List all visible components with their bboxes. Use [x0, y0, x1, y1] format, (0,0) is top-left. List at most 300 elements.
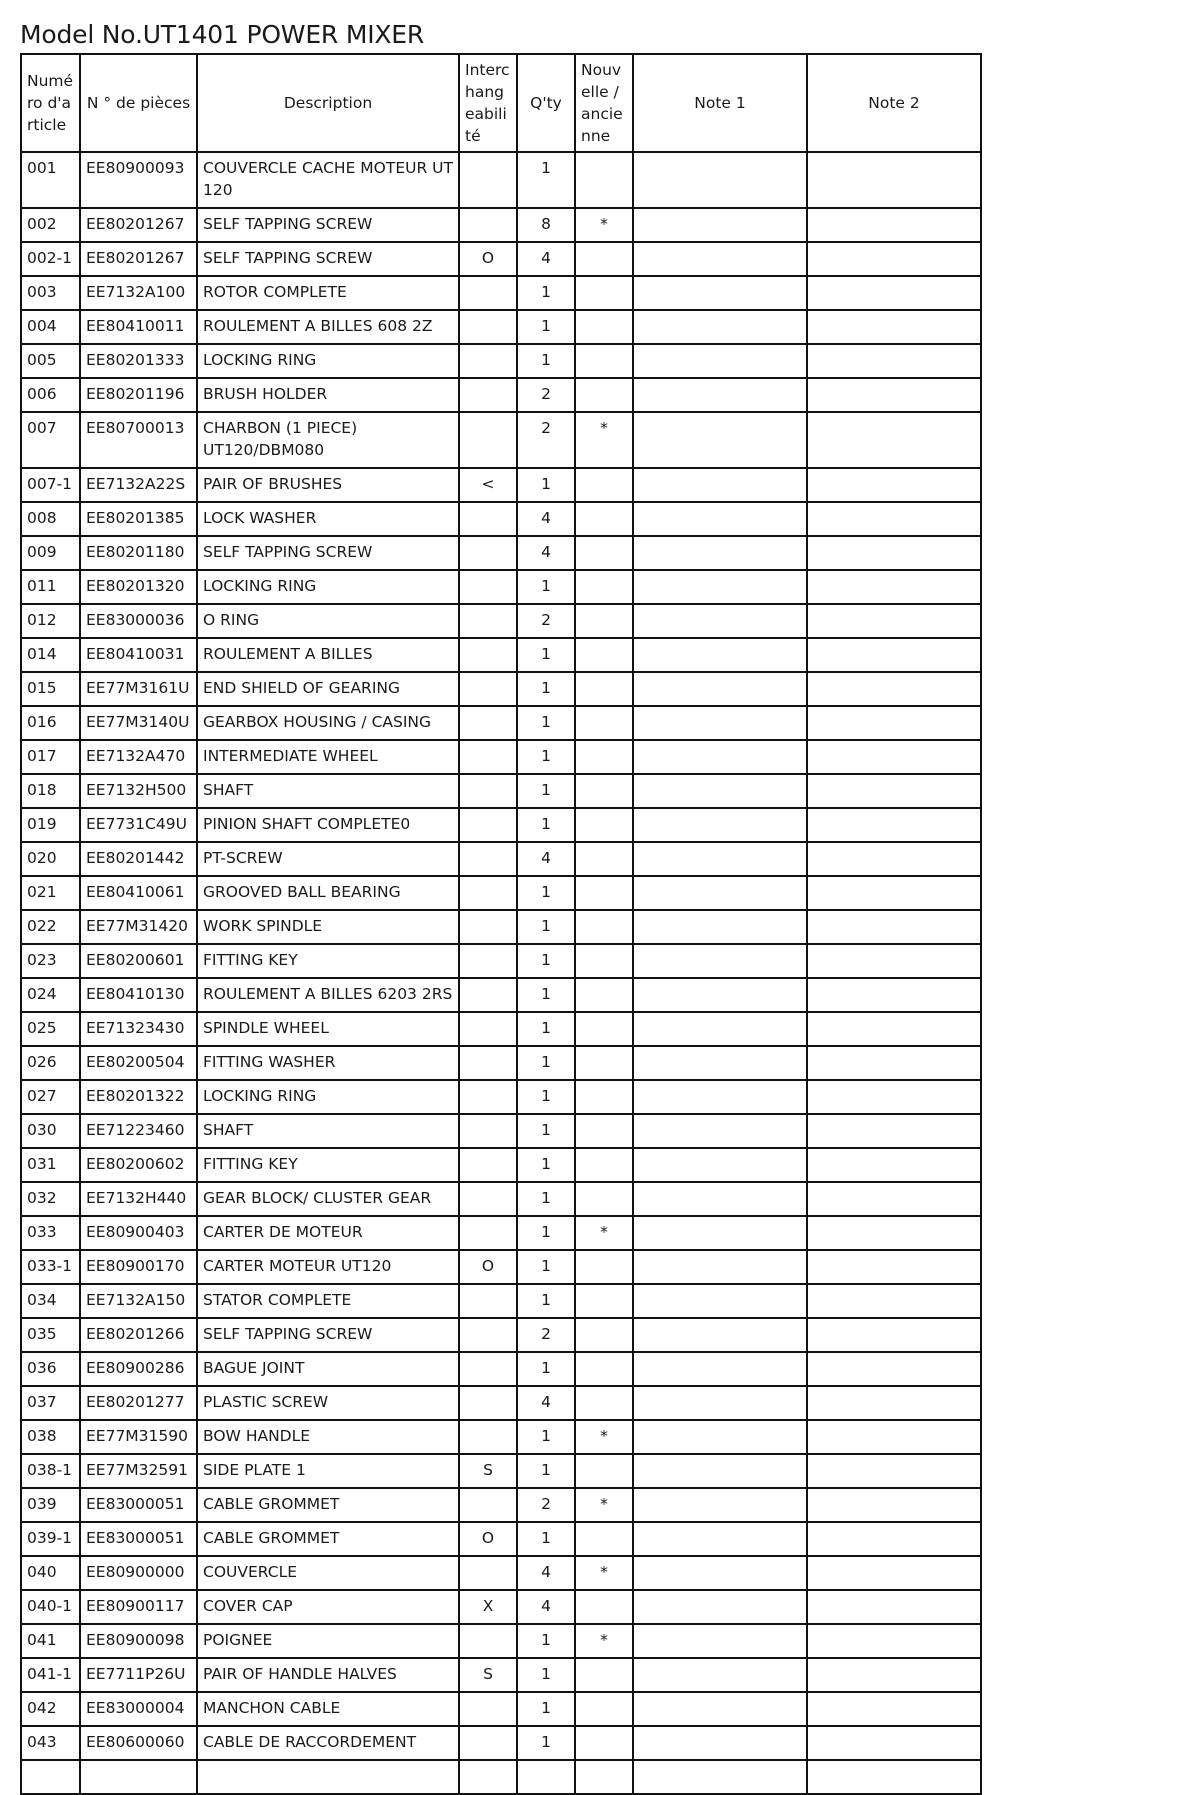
cell-note-2	[807, 978, 981, 1012]
cell-description: LOCKING RING	[197, 344, 459, 378]
cell-part-number: EE80201385	[80, 502, 197, 536]
cell-part-number: EE80900286	[80, 1352, 197, 1386]
cell-note-2	[807, 1012, 981, 1046]
cell-note-1	[633, 1182, 807, 1216]
cell-quantity: 4	[517, 242, 575, 276]
table-row	[21, 502, 981, 536]
cell-quantity: 2	[517, 1318, 575, 1352]
cell-quantity: 1	[517, 1182, 575, 1216]
cell-quantity: 2	[517, 378, 575, 412]
cell-note-1	[633, 276, 807, 310]
cell-interchangeability	[459, 208, 517, 242]
cell-new-old	[575, 910, 633, 944]
cell-part-number: EE83000051	[80, 1522, 197, 1556]
cell-new-old	[575, 1182, 633, 1216]
cell-new-old	[575, 1760, 633, 1794]
cell-interchangeability	[459, 412, 517, 468]
cell-note-2	[807, 1726, 981, 1760]
cell-note-1	[633, 152, 807, 208]
cell-description: ROULEMENT A BILLES 608 2Z	[197, 310, 459, 344]
cell-note-2	[807, 1386, 981, 1420]
cell-part-number: EE7731C49U	[80, 808, 197, 842]
cell-new-old	[575, 310, 633, 344]
cell-quantity: 1	[517, 1148, 575, 1182]
cell-quantity: 1	[517, 1420, 575, 1454]
cell-quantity: 1	[517, 1046, 575, 1080]
cell-interchangeability	[459, 672, 517, 706]
cell-part-number: EE80201180	[80, 536, 197, 570]
table-row	[21, 468, 981, 502]
cell-item-number: 025	[21, 1012, 80, 1046]
cell-note-2	[807, 1692, 981, 1726]
cell-interchangeability	[459, 740, 517, 774]
cell-note-2	[807, 344, 981, 378]
cell-part-number: EE80410130	[80, 978, 197, 1012]
cell-part-number: EE80900098	[80, 1624, 197, 1658]
cell-interchangeability	[459, 1488, 517, 1522]
cell-note-2	[807, 604, 981, 638]
cell-note-2	[807, 944, 981, 978]
cell-quantity: 1	[517, 740, 575, 774]
cell-item-number	[21, 1760, 80, 1794]
cell-part-number: EE80201196	[80, 378, 197, 412]
cell-item-number: 015	[21, 672, 80, 706]
cell-part-number: EE80201442	[80, 842, 197, 876]
cell-part-number: EE7132A470	[80, 740, 197, 774]
cell-description: CARTER DE MOTEUR	[197, 1216, 459, 1250]
table-row	[21, 276, 981, 310]
cell-item-number: 036	[21, 1352, 80, 1386]
table-row	[21, 1522, 981, 1556]
cell-quantity: 4	[517, 502, 575, 536]
cell-part-number: EE80201267	[80, 242, 197, 276]
cell-interchangeability	[459, 1046, 517, 1080]
cell-item-number: 033-1	[21, 1250, 80, 1284]
cell-description: SELF TAPPING SCREW	[197, 242, 459, 276]
cell-note-2	[807, 774, 981, 808]
cell-interchangeability	[459, 1114, 517, 1148]
cell-part-number: EE7132A22S	[80, 468, 197, 502]
cell-note-1	[633, 706, 807, 740]
cell-interchangeability	[459, 1386, 517, 1420]
table-row	[21, 1318, 981, 1352]
cell-item-number: 022	[21, 910, 80, 944]
table-row	[21, 1352, 981, 1386]
cell-note-1	[633, 672, 807, 706]
cell-part-number: EE83000004	[80, 1692, 197, 1726]
cell-interchangeability	[459, 1556, 517, 1590]
cell-interchangeability	[459, 1012, 517, 1046]
cell-note-2	[807, 1250, 981, 1284]
cell-note-1	[633, 1624, 807, 1658]
cell-note-1	[633, 740, 807, 774]
cell-item-number: 034	[21, 1284, 80, 1318]
cell-new-old	[575, 344, 633, 378]
cell-item-number: 035	[21, 1318, 80, 1352]
cell-quantity: 1	[517, 1114, 575, 1148]
cell-note-1	[633, 1522, 807, 1556]
cell-part-number: EE80201320	[80, 570, 197, 604]
cell-note-1	[633, 1454, 807, 1488]
cell-note-1	[633, 910, 807, 944]
cell-part-number: EE83000036	[80, 604, 197, 638]
cell-new-old	[575, 378, 633, 412]
cell-interchangeability	[459, 978, 517, 1012]
cell-note-2	[807, 1760, 981, 1794]
cell-new-old: *	[575, 1624, 633, 1658]
cell-item-number: 023	[21, 944, 80, 978]
cell-interchangeability	[459, 1352, 517, 1386]
cell-quantity: 1	[517, 706, 575, 740]
cell-description: ROULEMENT A BILLES	[197, 638, 459, 672]
table-row	[21, 808, 981, 842]
cell-part-number: EE71223460	[80, 1114, 197, 1148]
header-new-old: Nouvelle / ancienne	[575, 54, 633, 152]
cell-quantity: 1	[517, 468, 575, 502]
cell-note-1	[633, 536, 807, 570]
cell-description: LOCKING RING	[197, 570, 459, 604]
cell-part-number: EE7132A150	[80, 1284, 197, 1318]
cell-description: PLASTIC SCREW	[197, 1386, 459, 1420]
cell-part-number: EE7711P26U	[80, 1658, 197, 1692]
table-row	[21, 152, 981, 208]
header-description: Description	[197, 54, 459, 152]
cell-note-2	[807, 1148, 981, 1182]
cell-note-2	[807, 1216, 981, 1250]
header-note-2: Note 2	[807, 54, 981, 152]
cell-note-2	[807, 1522, 981, 1556]
cell-item-number: 016	[21, 706, 80, 740]
cell-new-old	[575, 1114, 633, 1148]
table-row	[21, 604, 981, 638]
table-row	[21, 1454, 981, 1488]
cell-interchangeability	[459, 808, 517, 842]
cell-note-1	[633, 1250, 807, 1284]
cell-new-old	[575, 1386, 633, 1420]
cell-interchangeability	[459, 1420, 517, 1454]
cell-note-2	[807, 1624, 981, 1658]
cell-item-number: 009	[21, 536, 80, 570]
cell-new-old	[575, 1046, 633, 1080]
cell-quantity: 1	[517, 1454, 575, 1488]
table-row	[21, 910, 981, 944]
table-row	[21, 1556, 981, 1590]
cell-description: END SHIELD OF GEARING	[197, 672, 459, 706]
cell-item-number: 005	[21, 344, 80, 378]
cell-description: SHAFT	[197, 774, 459, 808]
cell-note-1	[633, 944, 807, 978]
cell-note-1	[633, 1114, 807, 1148]
cell-interchangeability	[459, 1148, 517, 1182]
cell-quantity: 4	[517, 842, 575, 876]
cell-item-number: 040-1	[21, 1590, 80, 1624]
cell-part-number: EE77M3161U	[80, 672, 197, 706]
cell-quantity: 1	[517, 1012, 575, 1046]
cell-quantity: 1	[517, 152, 575, 208]
cell-quantity: 1	[517, 1522, 575, 1556]
header-interchangeability: Interchangeabilité	[459, 54, 517, 152]
cell-description: INTERMEDIATE WHEEL	[197, 740, 459, 774]
cell-item-number: 011	[21, 570, 80, 604]
cell-note-1	[633, 1420, 807, 1454]
cell-item-number: 037	[21, 1386, 80, 1420]
cell-new-old	[575, 706, 633, 740]
cell-part-number	[80, 1760, 197, 1794]
cell-note-2	[807, 1114, 981, 1148]
cell-note-2	[807, 242, 981, 276]
table-row	[21, 842, 981, 876]
cell-item-number: 006	[21, 378, 80, 412]
cell-note-2	[807, 910, 981, 944]
table-row	[21, 1284, 981, 1318]
cell-quantity: 1	[517, 1692, 575, 1726]
cell-quantity: 1	[517, 672, 575, 706]
cell-note-2	[807, 536, 981, 570]
cell-description: CABLE GROMMET	[197, 1488, 459, 1522]
cell-note-2	[807, 276, 981, 310]
table-row	[21, 1148, 981, 1182]
cell-description: ROULEMENT A BILLES 6203 2RS	[197, 978, 459, 1012]
table-row	[21, 412, 981, 468]
cell-new-old	[575, 276, 633, 310]
table-row	[21, 208, 981, 242]
cell-part-number: EE83000051	[80, 1488, 197, 1522]
cell-description: COUVERCLE CACHE MOTEUR UT 120	[197, 152, 459, 208]
table-row	[21, 310, 981, 344]
cell-interchangeability	[459, 1080, 517, 1114]
cell-description: PINION SHAFT COMPLETE0	[197, 808, 459, 842]
cell-description: WORK SPINDLE	[197, 910, 459, 944]
cell-part-number: EE80201333	[80, 344, 197, 378]
cell-description: BRUSH HOLDER	[197, 378, 459, 412]
cell-note-2	[807, 1080, 981, 1114]
cell-interchangeability	[459, 536, 517, 570]
cell-part-number: EE80200602	[80, 1148, 197, 1182]
parts-table-body	[21, 152, 981, 1794]
cell-note-1	[633, 1760, 807, 1794]
cell-quantity: 1	[517, 1352, 575, 1386]
cell-note-2	[807, 638, 981, 672]
cell-description: SELF TAPPING SCREW	[197, 1318, 459, 1352]
cell-note-1	[633, 1318, 807, 1352]
cell-description: LOCK WASHER	[197, 502, 459, 536]
cell-quantity: 4	[517, 536, 575, 570]
cell-part-number: EE77M3140U	[80, 706, 197, 740]
table-row	[21, 978, 981, 1012]
table-row	[21, 1624, 981, 1658]
table-row	[21, 1658, 981, 1692]
cell-description: GEAR BLOCK/ CLUSTER GEAR	[197, 1182, 459, 1216]
cell-quantity: 1	[517, 808, 575, 842]
cell-new-old	[575, 536, 633, 570]
cell-description: SPINDLE WHEEL	[197, 1012, 459, 1046]
cell-note-2	[807, 310, 981, 344]
cell-description: O RING	[197, 604, 459, 638]
cell-note-2	[807, 1590, 981, 1624]
cell-new-old: *	[575, 208, 633, 242]
cell-new-old	[575, 1318, 633, 1352]
table-row	[21, 344, 981, 378]
cell-note-1	[633, 1488, 807, 1522]
cell-description: PAIR OF HANDLE HALVES	[197, 1658, 459, 1692]
cell-note-2	[807, 1658, 981, 1692]
cell-item-number: 014	[21, 638, 80, 672]
cell-note-1	[633, 310, 807, 344]
cell-item-number: 008	[21, 502, 80, 536]
cell-note-1	[633, 1386, 807, 1420]
cell-part-number: EE7132H500	[80, 774, 197, 808]
cell-item-number: 038	[21, 1420, 80, 1454]
cell-item-number: 032	[21, 1182, 80, 1216]
cell-interchangeability: O	[459, 242, 517, 276]
cell-note-1	[633, 1658, 807, 1692]
cell-note-1	[633, 468, 807, 502]
cell-item-number: 018	[21, 774, 80, 808]
cell-description: MANCHON CABLE	[197, 1692, 459, 1726]
cell-item-number: 038-1	[21, 1454, 80, 1488]
cell-note-2	[807, 1182, 981, 1216]
cell-new-old	[575, 1590, 633, 1624]
cell-description: CARTER MOTEUR UT120	[197, 1250, 459, 1284]
cell-new-old	[575, 1148, 633, 1182]
cell-interchangeability	[459, 502, 517, 536]
table-row	[21, 1386, 981, 1420]
cell-item-number: 002	[21, 208, 80, 242]
header-part-number: N ° de pièces	[80, 54, 197, 152]
table-row	[21, 536, 981, 570]
cell-interchangeability	[459, 570, 517, 604]
cell-part-number: EE80900000	[80, 1556, 197, 1590]
cell-item-number: 001	[21, 152, 80, 208]
cell-part-number: EE80900093	[80, 152, 197, 208]
cell-quantity: 4	[517, 1386, 575, 1420]
cell-new-old	[575, 502, 633, 536]
cell-interchangeability: <	[459, 468, 517, 502]
cell-quantity: 1	[517, 570, 575, 604]
table-row	[21, 706, 981, 740]
cell-interchangeability	[459, 1760, 517, 1794]
cell-quantity: 1	[517, 1080, 575, 1114]
cell-new-old: *	[575, 1420, 633, 1454]
cell-quantity: 1	[517, 1658, 575, 1692]
cell-note-1	[633, 638, 807, 672]
cell-interchangeability	[459, 1182, 517, 1216]
cell-note-1	[633, 842, 807, 876]
cell-part-number: EE80200601	[80, 944, 197, 978]
cell-new-old	[575, 638, 633, 672]
cell-quantity: 1	[517, 774, 575, 808]
cell-new-old	[575, 672, 633, 706]
cell-quantity: 1	[517, 1624, 575, 1658]
cell-quantity: 4	[517, 1590, 575, 1624]
cell-note-2	[807, 502, 981, 536]
cell-description: BAGUE JOINT	[197, 1352, 459, 1386]
cell-note-2	[807, 740, 981, 774]
cell-new-old	[575, 570, 633, 604]
cell-note-1	[633, 876, 807, 910]
cell-interchangeability	[459, 706, 517, 740]
cell-note-2	[807, 1556, 981, 1590]
cell-part-number: EE80410061	[80, 876, 197, 910]
table-row	[21, 1080, 981, 1114]
cell-note-2	[807, 1454, 981, 1488]
cell-note-2	[807, 412, 981, 468]
page-title: Model No.UT1401 POWER MIXER	[20, 20, 425, 49]
cell-item-number: 019	[21, 808, 80, 842]
cell-interchangeability: S	[459, 1658, 517, 1692]
cell-note-2	[807, 808, 981, 842]
cell-part-number: EE80700013	[80, 412, 197, 468]
cell-item-number: 007	[21, 412, 80, 468]
cell-item-number: 030	[21, 1114, 80, 1148]
cell-description: GEARBOX HOUSING / CASING	[197, 706, 459, 740]
cell-new-old	[575, 842, 633, 876]
cell-new-old	[575, 1692, 633, 1726]
cell-part-number: EE80900117	[80, 1590, 197, 1624]
cell-quantity: 2	[517, 604, 575, 638]
cell-item-number: 007-1	[21, 468, 80, 502]
cell-note-1	[633, 1080, 807, 1114]
cell-description: CABLE DE RACCORDEMENT	[197, 1726, 459, 1760]
cell-interchangeability	[459, 152, 517, 208]
cell-note-2	[807, 1488, 981, 1522]
cell-part-number: EE80600060	[80, 1726, 197, 1760]
cell-new-old	[575, 1250, 633, 1284]
cell-description: CHARBON (1 PIECE) UT120/DBM080	[197, 412, 459, 468]
cell-part-number: EE80201277	[80, 1386, 197, 1420]
cell-interchangeability	[459, 774, 517, 808]
cell-new-old	[575, 604, 633, 638]
cell-interchangeability	[459, 276, 517, 310]
cell-description: ROTOR COMPLETE	[197, 276, 459, 310]
cell-interchangeability	[459, 1692, 517, 1726]
cell-note-1	[633, 1556, 807, 1590]
cell-description: COVER CAP	[197, 1590, 459, 1624]
cell-part-number: EE80410011	[80, 310, 197, 344]
cell-note-1	[633, 208, 807, 242]
cell-note-1	[633, 242, 807, 276]
cell-interchangeability	[459, 944, 517, 978]
header-quantity: Q'ty	[517, 54, 575, 152]
cell-item-number: 042	[21, 1692, 80, 1726]
cell-quantity: 1	[517, 310, 575, 344]
table-row	[21, 672, 981, 706]
cell-quantity: 1	[517, 876, 575, 910]
cell-new-old	[575, 1352, 633, 1386]
table-row	[21, 1590, 981, 1624]
cell-part-number: EE71323430	[80, 1012, 197, 1046]
cell-quantity: 1	[517, 1284, 575, 1318]
cell-item-number: 041	[21, 1624, 80, 1658]
table-row	[21, 1046, 981, 1080]
cell-part-number: EE77M32591	[80, 1454, 197, 1488]
cell-description: GROOVED BALL BEARING	[197, 876, 459, 910]
cell-new-old	[575, 152, 633, 208]
cell-interchangeability	[459, 638, 517, 672]
cell-quantity: 2	[517, 412, 575, 468]
cell-interchangeability	[459, 1284, 517, 1318]
cell-quantity: 1	[517, 910, 575, 944]
cell-new-old	[575, 774, 633, 808]
cell-part-number: EE77M31420	[80, 910, 197, 944]
table-row	[21, 774, 981, 808]
cell-note-2	[807, 1046, 981, 1080]
cell-quantity: 1	[517, 1250, 575, 1284]
cell-description: SELF TAPPING SCREW	[197, 536, 459, 570]
cell-item-number: 024	[21, 978, 80, 1012]
cell-note-1	[633, 1046, 807, 1080]
cell-item-number: 003	[21, 276, 80, 310]
